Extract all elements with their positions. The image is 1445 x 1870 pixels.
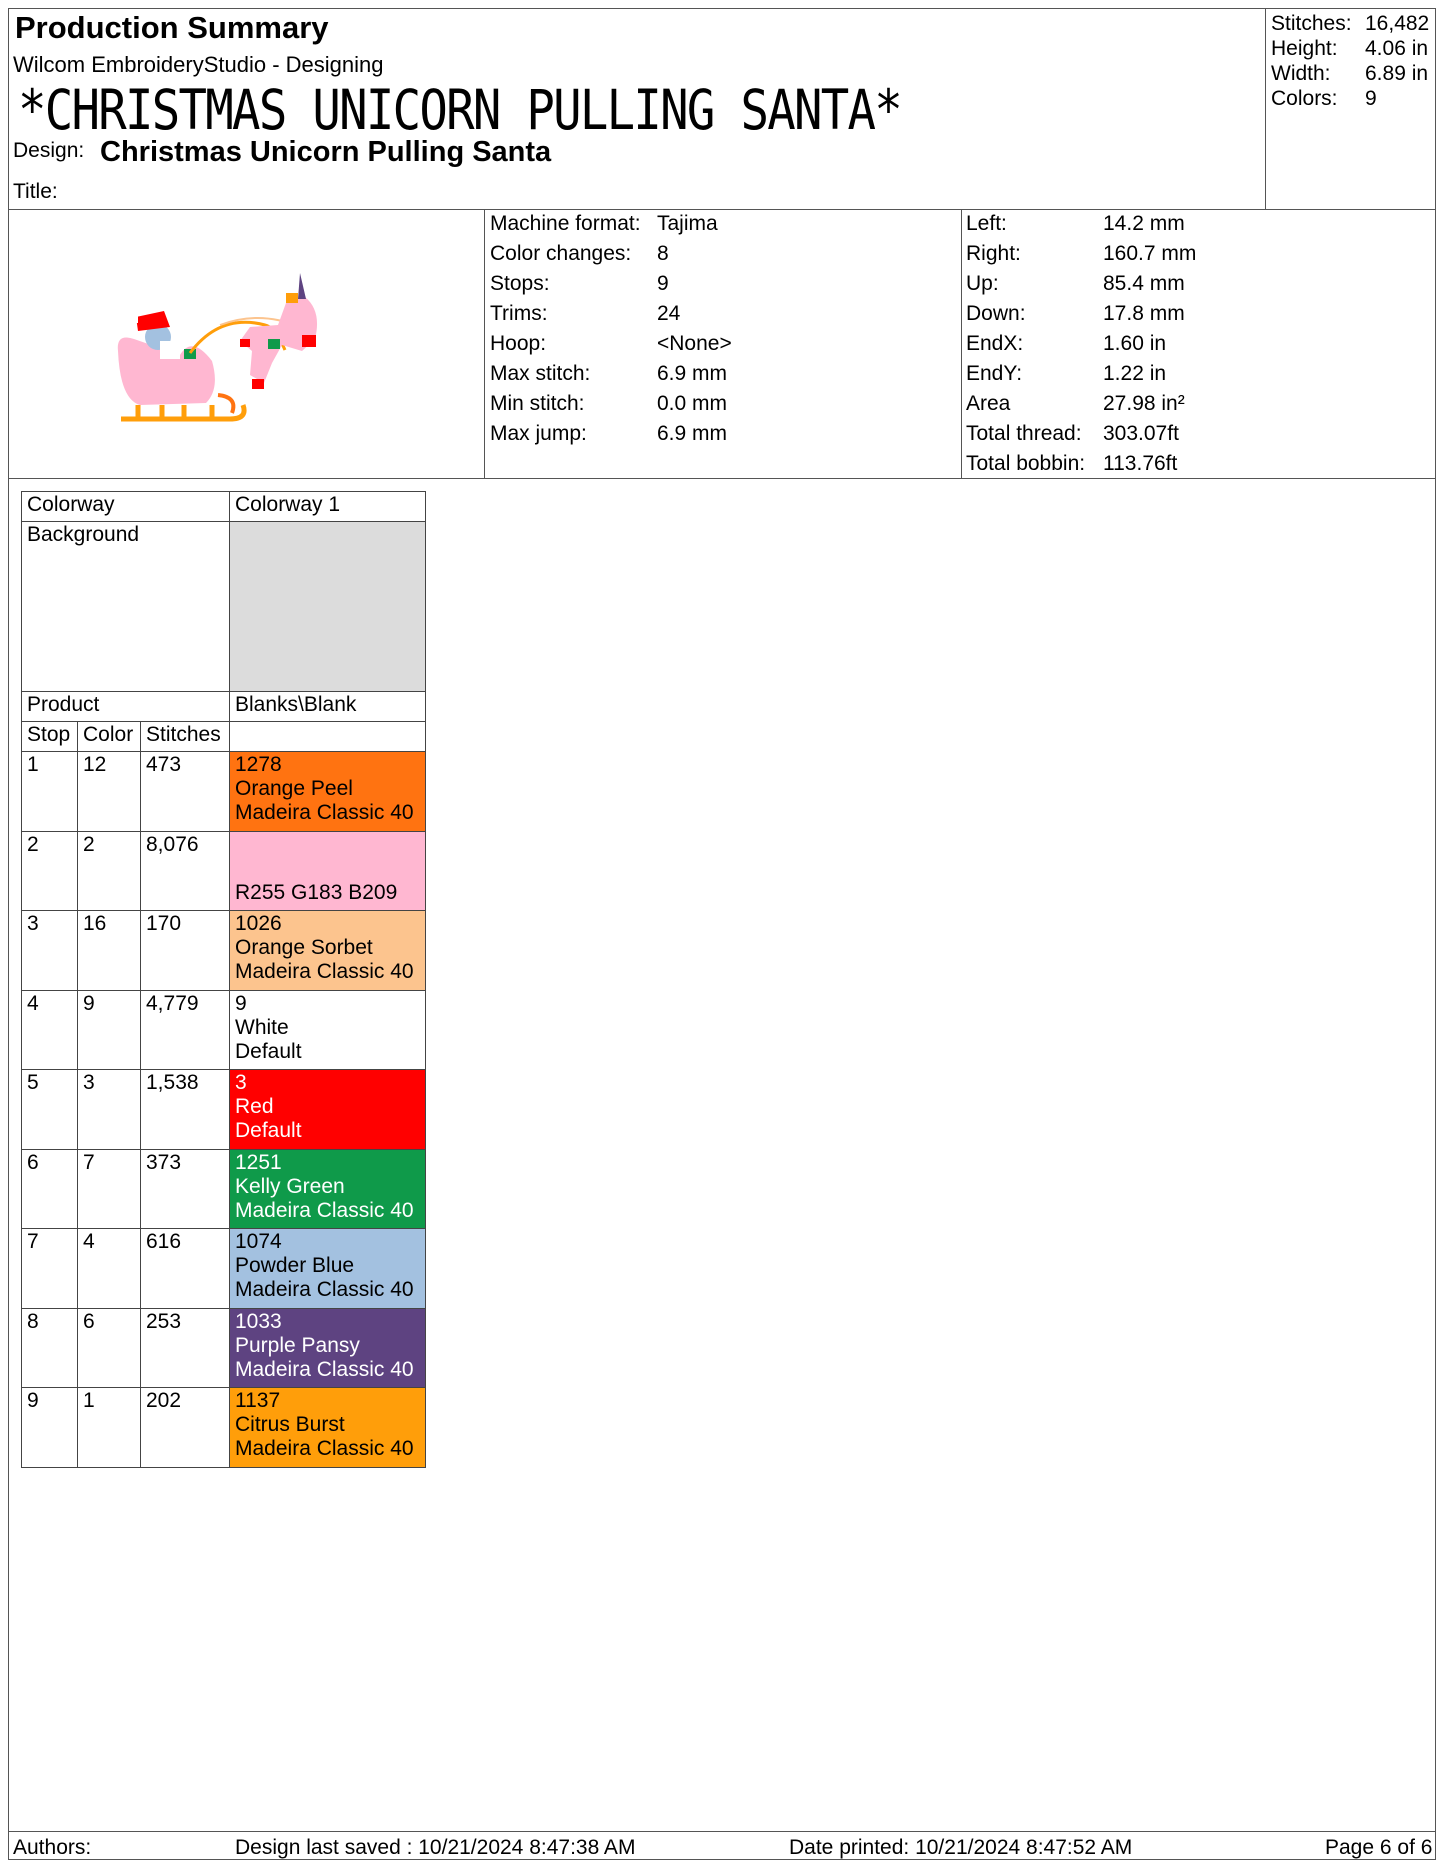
machine-label: Max jump:	[490, 422, 587, 445]
row-color-number: 3	[78, 1070, 141, 1150]
machine-label: Max stitch:	[490, 362, 591, 385]
summary-label: Stitches:	[1271, 12, 1352, 35]
extent-label: Up:	[966, 272, 999, 295]
unicorn-nose	[302, 335, 316, 347]
machine-value: 6.9 mm	[657, 422, 728, 445]
row-stop: 6	[22, 1149, 78, 1229]
thread-swatch	[230, 990, 426, 1070]
thread-brand: Default	[235, 1119, 302, 1142]
extent-value: 160.7 mm	[1103, 242, 1197, 265]
thread-brand: Madeira Classic 40	[235, 1198, 414, 1222]
machine-label: Stops:	[490, 272, 550, 295]
extent-value: 14.2 mm	[1103, 212, 1185, 235]
background-label: Background	[22, 522, 230, 692]
row-color-number: 6	[78, 1308, 141, 1388]
row-stop: 3	[22, 911, 78, 991]
thread-name: Purple Pansy	[235, 1333, 360, 1357]
colorway-value: Colorway 1	[230, 492, 426, 522]
row-color-number: 9	[78, 990, 141, 1070]
machine-label: Trims:	[490, 302, 548, 325]
design-name: Christmas Unicorn Pulling Santa	[100, 136, 552, 168]
machine-value: 6.9 mm	[657, 362, 728, 385]
row-stop: 5	[22, 1070, 78, 1150]
thread-row	[22, 1308, 426, 1388]
thread-code: 1074	[235, 1230, 282, 1253]
extent-label: EndX:	[966, 332, 1024, 355]
header-stop: Stop	[22, 722, 78, 752]
thread-code	[235, 833, 421, 857]
extent-label: Area	[966, 392, 1011, 415]
thread-row	[22, 1229, 426, 1309]
header-thread	[230, 722, 426, 752]
thread-code: 1033	[235, 1309, 282, 1333]
row-stop: 4	[22, 990, 78, 1070]
thread-code: 1251	[235, 1150, 282, 1174]
row-stitches: 8,076	[141, 831, 230, 911]
info-divider-1	[484, 209, 485, 478]
thread-code: 1137	[235, 1389, 281, 1412]
design-label: Design:	[13, 139, 85, 162]
footer-divider	[8, 1831, 1436, 1832]
summary-label: Colors:	[1271, 87, 1338, 110]
extent-label: Total thread:	[966, 422, 1082, 445]
machine-value: 24	[657, 302, 681, 325]
thread-name: Orange Peel	[235, 777, 353, 800]
machine-label: Hoop:	[490, 332, 547, 355]
thread-brand: Default	[235, 1039, 302, 1063]
thread-brand: Madeira Classic 40	[235, 1278, 414, 1301]
machine-value: 0.0 mm	[657, 392, 728, 415]
summary-label: Width:	[1271, 62, 1331, 85]
machine-label: Min stitch:	[490, 392, 585, 415]
background-swatch	[230, 522, 426, 692]
row-stop: 2	[22, 831, 78, 911]
machine-label: Color changes:	[490, 242, 632, 265]
thread-row	[22, 831, 426, 911]
row-stop: 9	[22, 1388, 78, 1468]
row-color-number: 4	[78, 1229, 141, 1309]
row-stop: 7	[22, 1229, 78, 1309]
thread-name: White	[235, 1015, 289, 1039]
row-stitches: 170	[141, 911, 230, 991]
thread-name	[235, 857, 421, 881]
row-stitches: 473	[141, 752, 230, 832]
row-stitches: 616	[141, 1229, 230, 1309]
thread-swatch	[230, 1149, 426, 1229]
thread-brand: Madeira Classic 40	[235, 1357, 414, 1381]
extent-value: 113.76ft	[1103, 452, 1178, 475]
thread-code: 9	[235, 991, 247, 1015]
row-stitches: 373	[141, 1149, 230, 1229]
extent-label: Down:	[966, 302, 1026, 325]
summary-label: Height:	[1271, 37, 1338, 60]
design-preview	[100, 255, 400, 435]
thread-name: Red	[235, 1095, 274, 1118]
header-color: Color	[78, 722, 141, 752]
thread-swatch	[230, 1229, 426, 1309]
title-label: Title:	[13, 180, 58, 203]
row-stitches: 253	[141, 1308, 230, 1388]
row-color-number: 12	[78, 752, 141, 832]
thread-row	[22, 1149, 426, 1229]
unicorn-tail	[240, 339, 250, 347]
machine-value: 8	[657, 242, 669, 265]
unicorn-ear	[286, 293, 298, 303]
unicorn-hoof	[252, 379, 264, 389]
design-banner: *CHRISTMAS UNICORN PULLING SANTA*	[18, 78, 901, 142]
summary-value: 4.06 in	[1365, 37, 1429, 60]
thread-name: Orange Sorbet	[235, 936, 373, 959]
thread-row	[22, 990, 426, 1070]
summary-divider	[1265, 8, 1266, 209]
footer-authors: Authors:	[13, 1836, 92, 1859]
row-stop: 8	[22, 1308, 78, 1388]
info-divider	[8, 478, 1436, 479]
row-stitches: 1,538	[141, 1070, 230, 1150]
application-name: Wilcom EmbroideryStudio - Designing	[13, 52, 384, 77]
extent-label: Total bobbin:	[966, 452, 1086, 475]
thread-swatch	[230, 1308, 426, 1388]
thread-brand: R255 G183 B209	[235, 880, 398, 904]
row-color-number: 16	[78, 911, 141, 991]
unicorn-holly	[268, 339, 280, 349]
product-label: Product	[22, 692, 230, 722]
summary-value: 9	[1365, 87, 1377, 110]
thread-swatch	[230, 752, 426, 832]
thread-swatch	[230, 911, 426, 991]
extent-value: 85.4 mm	[1103, 272, 1185, 295]
extent-value: 1.60 in	[1103, 332, 1167, 355]
extent-label: Right:	[966, 242, 1021, 265]
row-stitches: 202	[141, 1388, 230, 1468]
machine-value: <None>	[657, 332, 732, 355]
extent-value: 17.8 mm	[1103, 302, 1185, 325]
footer-last-saved: Design last saved : 10/21/2024 8:47:38 AM	[235, 1836, 636, 1859]
thread-brand: Madeira Classic 40	[235, 801, 414, 824]
thread-row	[22, 752, 426, 832]
row-stop: 1	[22, 752, 78, 832]
thread-brand: Madeira Classic 40	[235, 1437, 414, 1460]
footer-page-number: Page 6 of 6	[1325, 1836, 1433, 1859]
thread-swatch	[230, 831, 426, 911]
thread-swatch	[230, 1388, 426, 1468]
extent-value: 303.07ft	[1103, 422, 1179, 445]
report-title: Production Summary	[15, 10, 329, 45]
thread-name: Citrus Burst	[235, 1413, 345, 1436]
thread-code: 1278	[235, 753, 282, 776]
thread-brand: Madeira Classic 40	[235, 960, 414, 983]
thread-code: 1026	[235, 912, 282, 935]
extent-label: Left:	[966, 212, 1007, 235]
thread-row	[22, 911, 426, 991]
row-color-number: 2	[78, 831, 141, 911]
header-divider	[8, 209, 1436, 210]
summary-value: 16,482	[1365, 12, 1430, 35]
extent-label: EndY:	[966, 362, 1023, 385]
thread-row	[22, 1388, 426, 1468]
santa-holly	[184, 349, 196, 359]
thread-name: Powder Blue	[235, 1254, 355, 1277]
thread-name: Kelly Green	[235, 1174, 345, 1198]
machine-label: Machine format:	[490, 212, 641, 235]
machine-value: 9	[657, 272, 669, 295]
colorway-table	[21, 491, 426, 1468]
row-color-number: 1	[78, 1388, 141, 1468]
thread-row	[22, 1070, 426, 1150]
info-divider-2	[961, 209, 962, 478]
row-stitches: 4,779	[141, 990, 230, 1070]
sleigh-runner-curl	[218, 395, 233, 413]
summary-value: 6.89 in	[1365, 62, 1429, 85]
extent-value: 27.98 in²	[1103, 392, 1185, 415]
sleigh-runner	[121, 405, 244, 419]
header-stitches: Stitches	[141, 722, 230, 752]
santa-hat-pom	[130, 315, 138, 323]
footer-date-printed: Date printed: 10/21/2024 8:47:52 AM	[789, 1836, 1133, 1859]
thread-code: 3	[235, 1071, 247, 1094]
product-value: Blanks\Blank	[230, 692, 426, 722]
extent-value: 1.22 in	[1103, 362, 1167, 385]
santa-sack	[160, 341, 180, 359]
colorway-label: Colorway	[22, 492, 230, 522]
row-color-number: 7	[78, 1149, 141, 1229]
thread-swatch	[230, 1070, 426, 1150]
unicorn-horn	[298, 273, 306, 299]
machine-value: Tajima	[657, 212, 718, 235]
